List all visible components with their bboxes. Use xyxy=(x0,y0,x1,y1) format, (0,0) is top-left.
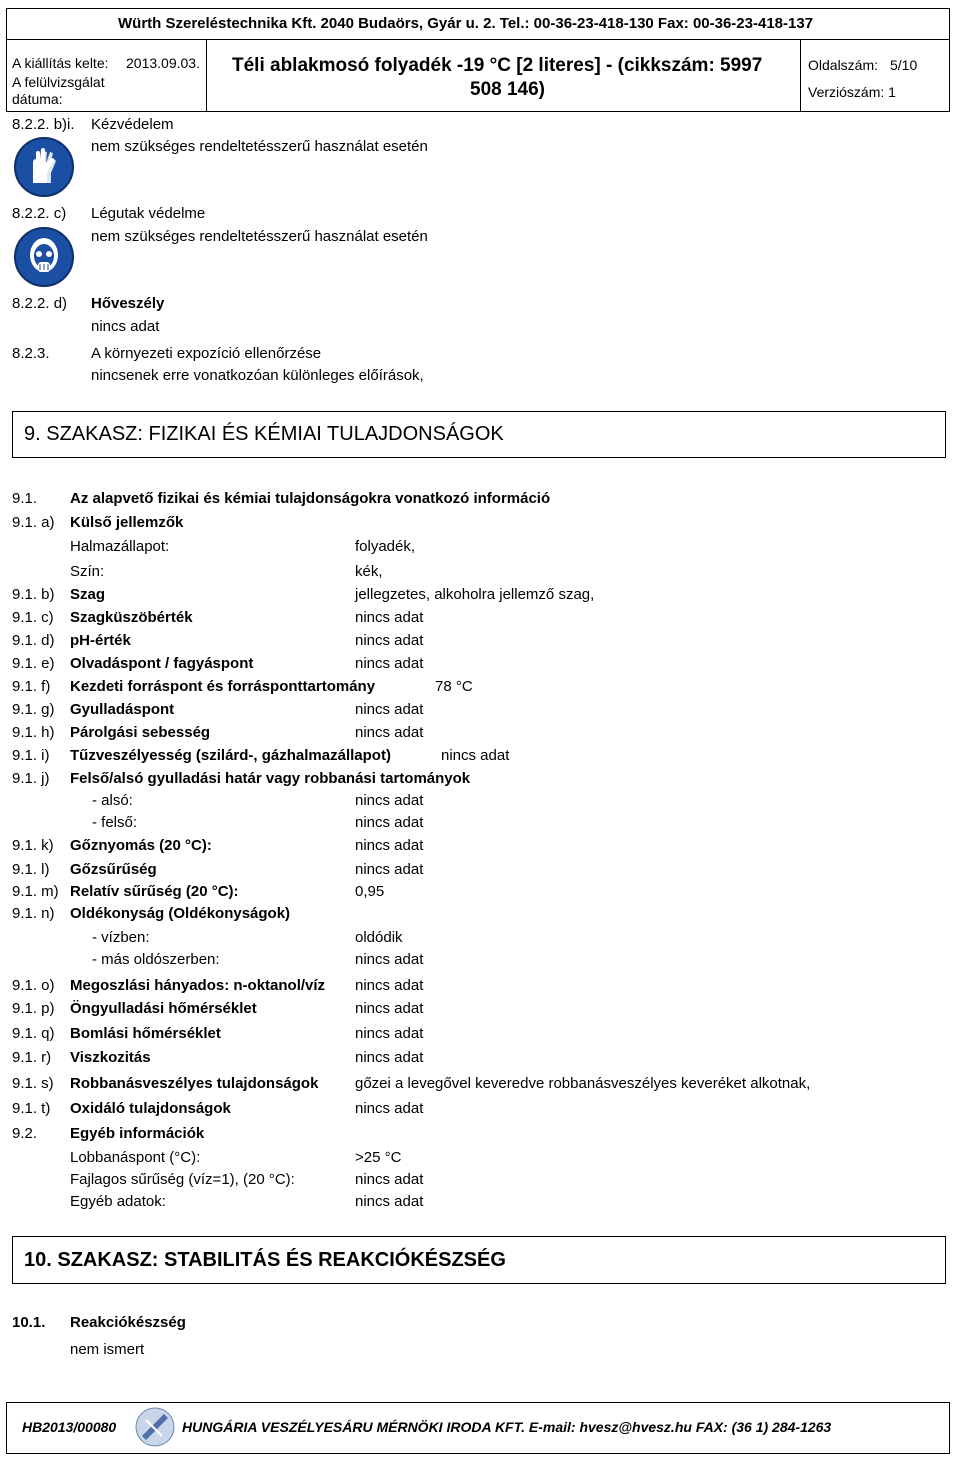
row-label: - más oldószerben: xyxy=(92,951,220,968)
header-vline-right xyxy=(800,39,801,112)
row-number: 9.1. f) xyxy=(12,678,51,695)
row-label: Egyéb információk xyxy=(70,1125,205,1142)
row-value: nincs adat xyxy=(355,1049,424,1066)
row-number: 9.1. r) xyxy=(12,1049,52,1066)
row-label: Öngyulladási hőmérséklet xyxy=(70,1000,257,1017)
s8-hand-num: 8.2.2. b)i. xyxy=(12,116,75,133)
section10-heading: 10. SZAKASZ: STABILITÁS ÉS REAKCIÓKÉSZSÉG xyxy=(24,1249,506,1271)
row-value: nincs adat xyxy=(355,1100,424,1117)
row-label: Párolgási sebesség xyxy=(70,724,211,741)
s8-env-title: A környezeti expozíció ellenőrzése xyxy=(91,345,322,362)
row-value: oldódik xyxy=(355,929,403,946)
row-number: 9.1. e) xyxy=(12,655,55,672)
row-value: nincs adat xyxy=(355,814,424,831)
row-label: Egyéb adatok: xyxy=(70,1193,166,1210)
row-label: Kezdeti forráspont és forrásponttartomány xyxy=(70,678,376,695)
issue-date-label: A kiállítás kelte: xyxy=(12,55,109,71)
page-label: Oldalszám: xyxy=(808,57,879,73)
issue-date: 2013.09.03. xyxy=(126,55,200,71)
row-label: Viszkozitás xyxy=(70,1049,151,1066)
header-vline-left xyxy=(206,39,207,112)
row-value: 78 °C xyxy=(435,678,473,695)
s8-env-text: nincsenek erre vonatkozóan különleges előírások, xyxy=(91,367,424,384)
row-label: Gőznyomás (20 °C): xyxy=(70,837,212,854)
row-value: nincs adat xyxy=(355,609,424,626)
row-number: 9.1. q) xyxy=(12,1025,55,1042)
s8-resp-num: 8.2.2. c) xyxy=(12,205,67,222)
row-label: - alsó: xyxy=(92,792,133,809)
s8-resp-text: nem szükséges rendeltetésszerű használat esetén xyxy=(91,228,428,245)
s8-env-num: 8.2.3. xyxy=(12,345,50,362)
row-label: Gyulladáspont xyxy=(70,701,175,718)
row-number: 9.2. xyxy=(12,1125,38,1142)
version-label: Verziószám: 1 xyxy=(808,84,896,100)
row-number: 9.1. c) xyxy=(12,609,54,626)
row-value: nincs adat xyxy=(355,837,424,854)
row-value: gőzei a levegővel keveredve robbanásveszélyes keveréket alkotnak, xyxy=(355,1075,811,1092)
review-date-label-2: dátuma: xyxy=(12,91,63,107)
row-value: nincs adat xyxy=(355,977,424,994)
row-label: - vízben: xyxy=(92,929,150,946)
row-label: Oldékonyság (Oldékonyságok) xyxy=(70,905,291,922)
row-number: 9.1. p) xyxy=(12,1000,55,1017)
row-value: >25 °C xyxy=(355,1149,402,1166)
s8-heat-num: 8.2.2. d) xyxy=(12,295,68,312)
row-label: Megoszlási hányados: n-oktanol/víz xyxy=(70,977,326,994)
row-value: jellegzetes, alkoholra jellemző szag, xyxy=(355,586,595,603)
s10-title: Reakciókészség xyxy=(70,1314,186,1331)
row-label: Relatív sűrűség (20 °C): xyxy=(70,883,239,900)
row-number: 9.1. d) xyxy=(12,632,55,649)
row-label: Külső jellemzők xyxy=(70,514,184,531)
row-label: Olvadáspont / fagyáspont xyxy=(70,655,254,672)
footer-code: HB2013/00080 xyxy=(22,1419,117,1435)
row-number: 9.1. o) xyxy=(12,977,55,994)
row-label: Lobbanáspont (°C): xyxy=(70,1149,201,1166)
product-title-2: 508 146) xyxy=(470,79,546,100)
s10-num: 10.1. xyxy=(12,1314,46,1331)
row-value: nincs adat xyxy=(355,861,424,878)
company-line: Würth Szereléstechnika Kft. 2040 Budaörs, Gyár u. 2. Tel.: 00-36-23-418-130 Fax: 00-36-23-418-137 xyxy=(118,15,814,32)
s8-hand-text: nem szükséges rendeltetésszerű használat esetén xyxy=(91,138,428,155)
row-label: Szag xyxy=(70,586,106,603)
row-number: 9.1. j) xyxy=(12,770,50,787)
row-value: nincs adat xyxy=(355,724,424,741)
row-value: nincs adat xyxy=(355,632,424,649)
row-label: Gőzsűrűség xyxy=(70,861,157,878)
row-value: nincs adat xyxy=(355,1193,424,1210)
header-divider xyxy=(6,39,950,40)
s8-heat-text: nincs adat xyxy=(91,318,160,335)
row-value: nincs adat xyxy=(441,747,510,764)
row-number: 9.1. h) xyxy=(12,724,55,741)
review-date-label-1: A felülvizsgálat xyxy=(12,74,105,90)
row-value: 0,95 xyxy=(355,883,385,900)
row-label: Halmazállapot: xyxy=(70,538,170,555)
row-label: Felső/alsó gyulladási határ vagy robbanási tartományok xyxy=(70,770,471,787)
row-number: 9.1. l) xyxy=(12,861,50,878)
row-label: Oxidáló tulajdonságok xyxy=(70,1100,231,1117)
row-number: 9.1. s) xyxy=(12,1075,54,1092)
row-number: 9.1. g) xyxy=(12,701,55,718)
row-number: 9.1. b) xyxy=(12,586,55,603)
gloves-icon xyxy=(14,137,74,197)
row-label: Robbanásveszélyes tulajdonságok xyxy=(70,1075,319,1092)
s8-resp-title: Légutak védelme xyxy=(91,205,206,222)
s8-hand-title: Kézvédelem xyxy=(91,116,174,133)
row-label: Tűzveszélyesség (szilárd-, gázhalmazállapot) xyxy=(70,747,391,764)
row-number: 9.1. n) xyxy=(12,905,55,922)
section9-heading: 9. SZAKASZ: FIZIKAI ÉS KÉMIAI TULAJDONSÁGOK xyxy=(24,423,504,445)
s8-heat-title: Hőveszély xyxy=(91,295,165,312)
row-label: - felső: xyxy=(92,814,138,831)
row-label: pH-érték xyxy=(70,632,131,649)
row-value: nincs adat xyxy=(355,1000,424,1017)
row-label: Az alapvető fizikai és kémiai tulajdonságokra vonatkozó információ xyxy=(70,490,551,507)
row-value: nincs adat xyxy=(355,1171,424,1188)
row-number: 9.1. m) xyxy=(12,883,59,900)
row-number: 9.1. a) xyxy=(12,514,55,531)
respirator-icon xyxy=(14,227,74,287)
row-value: nincs adat xyxy=(355,701,424,718)
row-value: folyadék, xyxy=(355,538,416,555)
row-number: 9.1. t) xyxy=(12,1100,51,1117)
product-title-1: Téli ablakmosó folyadék -19 °C [2 literes] - (cikkszám: 5997 xyxy=(232,55,763,76)
row-value: nincs adat xyxy=(355,951,424,968)
row-value: nincs adat xyxy=(355,792,424,809)
row-value: nincs adat xyxy=(355,655,424,672)
row-value: nincs adat xyxy=(355,1025,424,1042)
row-label: Szagküszöbérték xyxy=(70,609,193,626)
s10-text: nem ismert xyxy=(70,1341,145,1358)
page-number: 5/10 xyxy=(890,57,918,73)
row-value: kék, xyxy=(355,563,383,580)
row-label: Szín: xyxy=(70,563,105,580)
row-number: 9.1. i) xyxy=(12,747,50,764)
row-label: Bomlási hőmérséklet xyxy=(70,1025,221,1042)
row-number: 9.1. k) xyxy=(12,837,54,854)
hvesz-logo-icon xyxy=(134,1406,176,1448)
row-label: Fajlagos sűrűség (víz=1), (20 °C): xyxy=(70,1171,295,1188)
row-number: 9.1. xyxy=(12,490,38,507)
footer-text: HUNGÁRIA VESZÉLYESÁRU MÉRNÖKI IRODA KFT. E-mail: hvesz@hvesz.hu FAX: (36 1) 284-1263 xyxy=(182,1419,832,1435)
